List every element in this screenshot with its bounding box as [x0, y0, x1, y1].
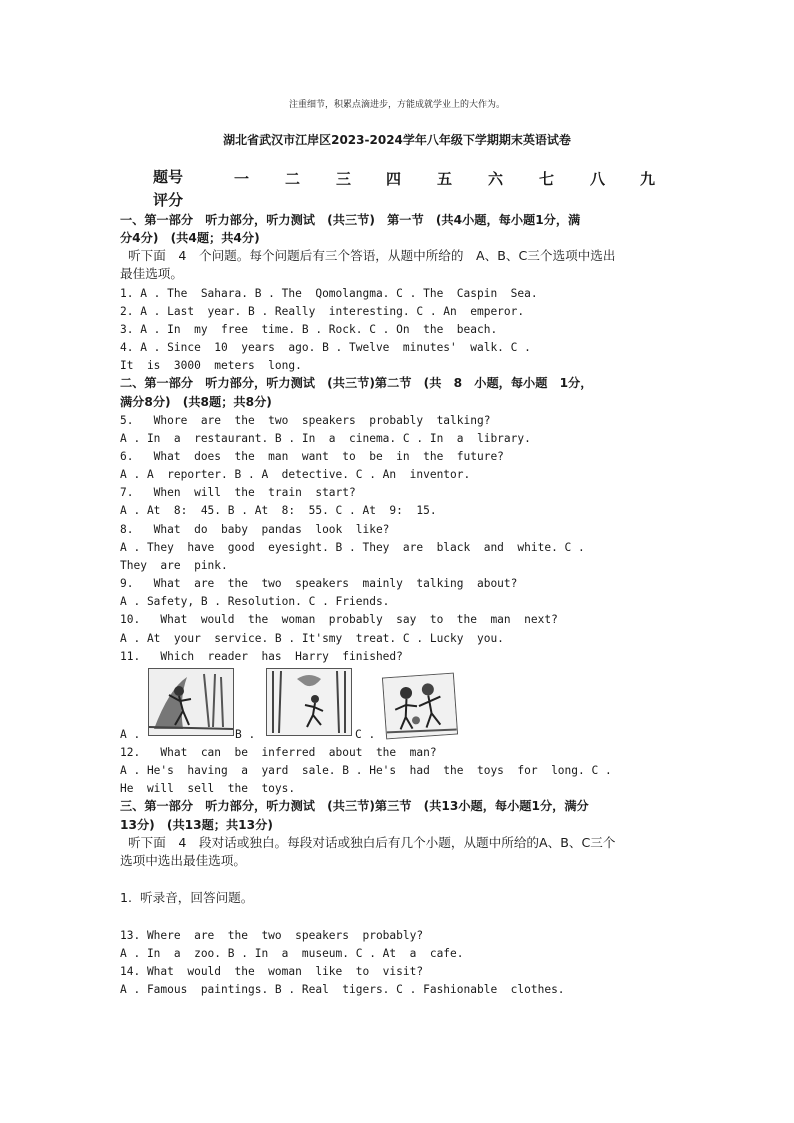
header-note: 注重细节，积累点滴进步，方能成就学业上的大作为。	[288, 100, 505, 110]
question-line: They are pink.	[120, 559, 228, 572]
question-line: A . He's having a yard sale. B . He's had the toys for long. C .	[120, 764, 612, 777]
question-line: 5. Whore are the two speakers probably talking?	[120, 414, 491, 427]
score-column: 八	[590, 170, 606, 188]
section-heading: 满分8分) (共8题；共8分)	[120, 395, 272, 409]
option-b-picture	[266, 668, 352, 736]
question-line: 9. What are the two speakers mainly talking about?	[120, 577, 518, 590]
question-line: 7. When will the train start?	[120, 486, 356, 499]
score-column: 一	[234, 170, 250, 188]
instruction-text: 选项中选出最佳选项。	[120, 853, 246, 868]
instruction-text: 听下面 4 个问题。每个问题后有三个答语，从题中所给的 A、B、C三个选项中选出	[120, 248, 616, 263]
section-heading: 分4分) (共4题；共4分)	[120, 231, 260, 245]
question-line: A . At 8: 45. B . At 8: 55. C . At 9: 15.	[120, 504, 437, 517]
instruction-text: 最佳选项。	[120, 266, 183, 281]
option-label: A .	[120, 728, 141, 741]
score-column: 四	[386, 170, 402, 188]
question-line: It is 3000 meters long.	[120, 359, 302, 372]
option-label: C .	[355, 728, 376, 741]
score-column: 五	[437, 170, 453, 188]
question-line: 2. A . Last year. B . Really interesting. C . An emperor.	[120, 305, 525, 318]
score-table-score-label: 评分	[153, 191, 184, 209]
instruction-text: 听下面 4 段对话或独白。每段对话或独白后有几个小题，从题中所给的A、B、C三个	[120, 835, 616, 850]
score-column: 九	[640, 170, 656, 188]
question-line: 8. What do baby pandas look like?	[120, 523, 390, 536]
question-line: 14. What would the woman like to visit?	[120, 965, 424, 978]
question-line: A . At your service. B . It'smy treat. C . Lucky you.	[120, 632, 504, 645]
score-column: 三	[336, 170, 352, 188]
boy-in-forest-illustration	[267, 669, 351, 735]
score-column: 二	[285, 170, 301, 188]
question-line: 10. What would the woman probably say to the man next?	[120, 613, 558, 626]
sub-instruction: 1. 听录音，回答问题。	[120, 890, 254, 905]
question-line: A . In a restaurant. B . In a cinema. C . In a library.	[120, 432, 531, 445]
question-line: A . Safety, B . Resolution. C . Friends.	[120, 595, 390, 608]
question-line: A . Famous paintings. B . Real tigers. C . Fashionable clothes.	[120, 983, 565, 996]
question-line: 6. What does the man want to be in the future?	[120, 450, 504, 463]
question-line: 13. Where are the two speakers probably?	[120, 929, 424, 942]
score-column: 七	[539, 170, 555, 188]
question-line: 1. A . The Sahara. B . The Qomolangma. C . The Caspin Sea.	[120, 287, 538, 300]
section-heading: 13分) (共13题；共13分)	[120, 818, 273, 832]
option-label: B .	[235, 728, 256, 741]
score-table-question-label: 题号	[153, 168, 184, 186]
option-c-picture	[382, 673, 458, 740]
option-a-picture	[148, 668, 234, 736]
question-line: A . They have good eyesight. B . They are black and white. C .	[120, 541, 585, 554]
question-line: 4. A . Since 10 years ago. B . Twelve minutes' walk. C .	[120, 341, 531, 354]
section-heading: 二、第一部分 听力部分，听力测试 (共三节)第二节 (共 8 小题，每小题 1分，	[120, 376, 593, 390]
score-column: 六	[488, 170, 504, 188]
question-line: He will sell the toys.	[120, 782, 296, 795]
question-line: 11. Which reader has Harry finished?	[120, 650, 403, 663]
question-line: A . In a zoo. B . In a museum. C . At a cafe.	[120, 947, 464, 960]
question-line: 3. A . In my free time. B . Rock. C . On the beach.	[120, 323, 498, 336]
section-heading: 三、第一部分 听力部分，听力测试 (共三节)第三节 (共13小题，每小题1分，满分	[120, 799, 589, 813]
two-children-illustration	[383, 674, 457, 739]
page-title: 湖北省武汉市江岸区2023-2024学年八年级下学期期末英语试卷	[223, 133, 571, 147]
question-line: A . A reporter. B . A detective. C . An inventor.	[120, 468, 471, 481]
question-line: 12. What can be inferred about the man?	[120, 746, 437, 759]
section-heading: 一、第一部分 听力部分，听力测试 (共三节) 第一节 (共4小题，每小题1分，满	[120, 213, 581, 227]
boy-by-tree-illustration	[149, 669, 233, 735]
